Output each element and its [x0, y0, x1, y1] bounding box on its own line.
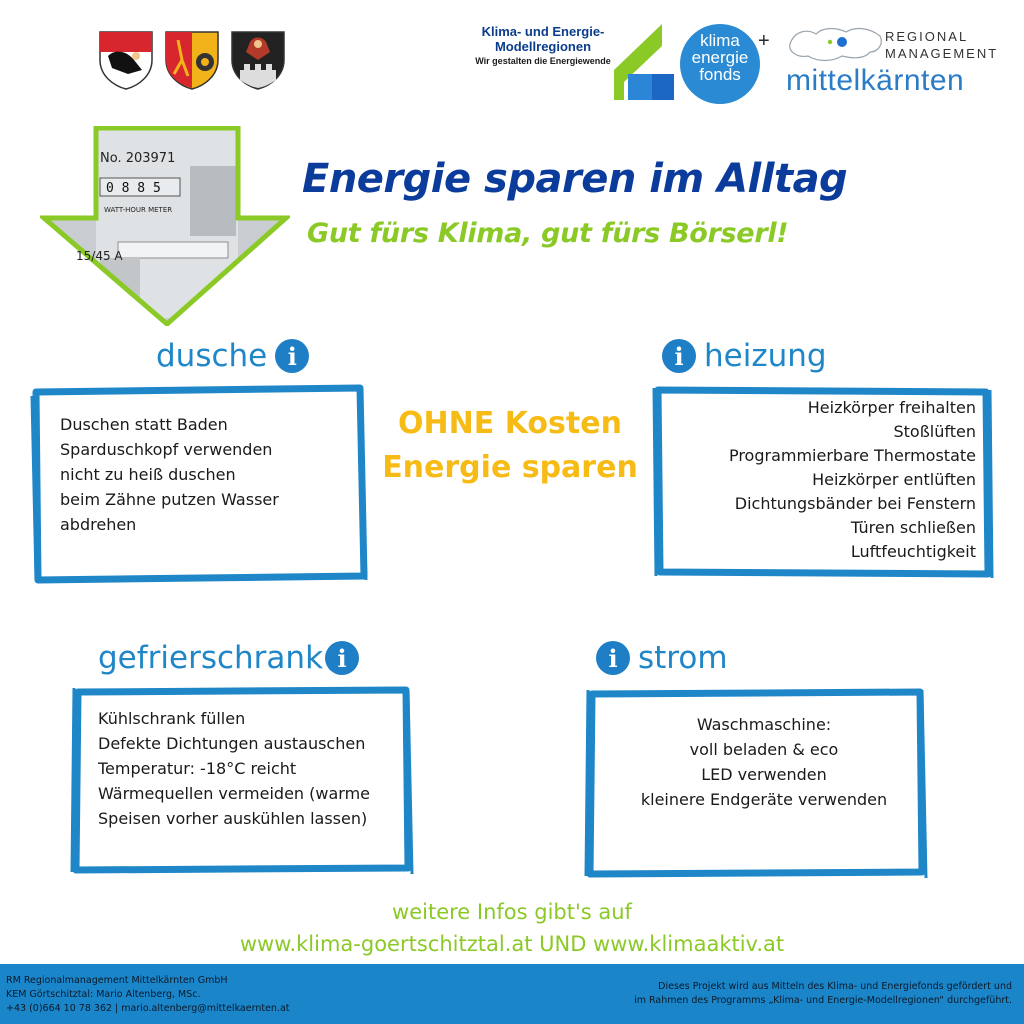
meter-arrow-icon	[40, 126, 290, 326]
list-item: kleinere Endgeräte verwenden	[640, 790, 888, 809]
gefrierschrank-list	[98, 706, 370, 831]
list-item: Stoßlüften	[893, 422, 976, 441]
kef-line3: fonds	[699, 65, 741, 84]
heading-dusche-label: dusche	[156, 338, 268, 374]
kef-line1: klima	[700, 31, 740, 50]
meter-label: WATT-HOUR METER	[104, 206, 173, 214]
info-icon[interactable]: i	[662, 339, 696, 373]
center-line2: Energie sparen	[382, 450, 638, 485]
center-message	[360, 402, 660, 490]
rm-regional-label	[885, 28, 998, 62]
heading-heizung	[662, 338, 827, 374]
kem-tagline: Wir gestalten die Energiewende	[475, 56, 611, 66]
page-subtitle: Gut fürs Klima, gut fürs Börserl!	[307, 218, 789, 249]
more-info-line1: weitere Infos gibt's auf	[392, 900, 632, 924]
heading-dusche	[156, 338, 309, 374]
list-item: Temperatur: -18°C reicht	[98, 759, 297, 778]
heizung-list	[729, 396, 976, 564]
footer-left	[6, 974, 290, 1016]
carinthia-map-icon	[786, 22, 886, 66]
box-heizung	[652, 384, 994, 580]
box-dusche	[30, 384, 368, 584]
box-strom	[584, 686, 928, 880]
info-icon[interactable]: i	[596, 641, 630, 675]
list-item: LED verwenden	[701, 765, 827, 784]
dusche-list	[60, 412, 279, 537]
heading-gefrierschrank	[98, 640, 359, 676]
meter-reading: 0 8 8 5	[106, 181, 161, 196]
list-item: Sparduschkopf verwenden	[60, 440, 273, 459]
center-line1: OHNE Kosten	[398, 406, 622, 441]
heading-strom	[596, 640, 728, 676]
heading-heizung-label: heizung	[704, 338, 827, 374]
meter-number: No. 203971	[100, 151, 176, 166]
page-title: Energie sparen im Alltag	[302, 156, 848, 202]
more-info-links[interactable]: www.klima-goertschitztal.at UND www.klimaaktiv.at	[239, 932, 785, 956]
list-item: voll beladen & eco	[689, 740, 839, 759]
crest-3-icon	[230, 30, 286, 90]
list-item: Türen schließen	[850, 518, 976, 537]
list-item: Dichtungsbänder bei Fenstern	[734, 494, 976, 513]
list-item: Luftfeuchtigkeit	[850, 542, 976, 561]
list-item: Duschen statt Baden	[60, 415, 228, 434]
box-gefrierschrank	[70, 686, 414, 876]
heading-gefrierschrank-label: gefrierschrank	[98, 640, 324, 676]
kef-logo	[680, 24, 760, 104]
list-item: Speisen vorher auskühlen lassen)	[98, 809, 368, 828]
kem-title-line2: Modellregionen	[494, 39, 592, 54]
footer-right	[634, 980, 1012, 1008]
list-item: nicht zu heiß duschen	[60, 465, 236, 484]
footer-contact-details[interactable]: +43 (0)664 10 78 362 | mario.altenberg@mittelkaernten.at	[6, 1003, 290, 1014]
rm-name: mittelkärnten	[786, 64, 965, 97]
meter-amp: 15/45 A	[76, 249, 123, 263]
list-item: Wärmequellen vermeiden (warme	[98, 784, 370, 803]
list-item: Defekte Dichtungen austauschen	[98, 734, 366, 753]
info-icon[interactable]: i	[275, 339, 309, 373]
strom-list	[624, 712, 904, 812]
kef-plus: +	[758, 30, 770, 52]
footer-company: RM Regionalmanagement Mittelkärnten GmbH	[6, 975, 228, 986]
list-item: beim Zähne putzen Wasser	[60, 490, 279, 509]
list-item: Waschmaschine:	[696, 715, 832, 734]
kem-logo-text	[468, 24, 618, 66]
crest-2-icon	[164, 30, 220, 90]
rm-management: MANAGEMENT	[885, 46, 999, 61]
rm-regional: REGIONAL	[885, 29, 969, 44]
crest-1-icon	[98, 30, 154, 90]
footer-funding-line2: im Rahmen des Programms „Klima- und Energie-Modellregionen“ durchgeführt.	[634, 995, 1012, 1006]
list-item: abdrehen	[60, 515, 137, 534]
kef-line2: energie	[691, 48, 749, 67]
footer-funding-line1: Dieses Projekt wird aus Mitteln des Klima- und Energiefonds gefördert und	[658, 981, 1012, 992]
info-icon[interactable]: i	[325, 641, 359, 675]
kem-logo-icon	[614, 24, 674, 100]
footer	[0, 964, 1024, 1024]
list-item: Heizkörper entlüften	[812, 470, 976, 489]
list-item: Heizkörper freihalten	[807, 398, 976, 417]
list-item: Kühlschrank füllen	[98, 709, 246, 728]
kem-title-line1: Klima- und Energie-	[481, 24, 605, 39]
heading-strom-label: strom	[638, 640, 728, 676]
footer-contact-person: KEM Görtschitztal: Mario Altenberg, MSc.	[6, 989, 201, 1000]
list-item: Programmierbare Thermostate	[728, 446, 976, 465]
